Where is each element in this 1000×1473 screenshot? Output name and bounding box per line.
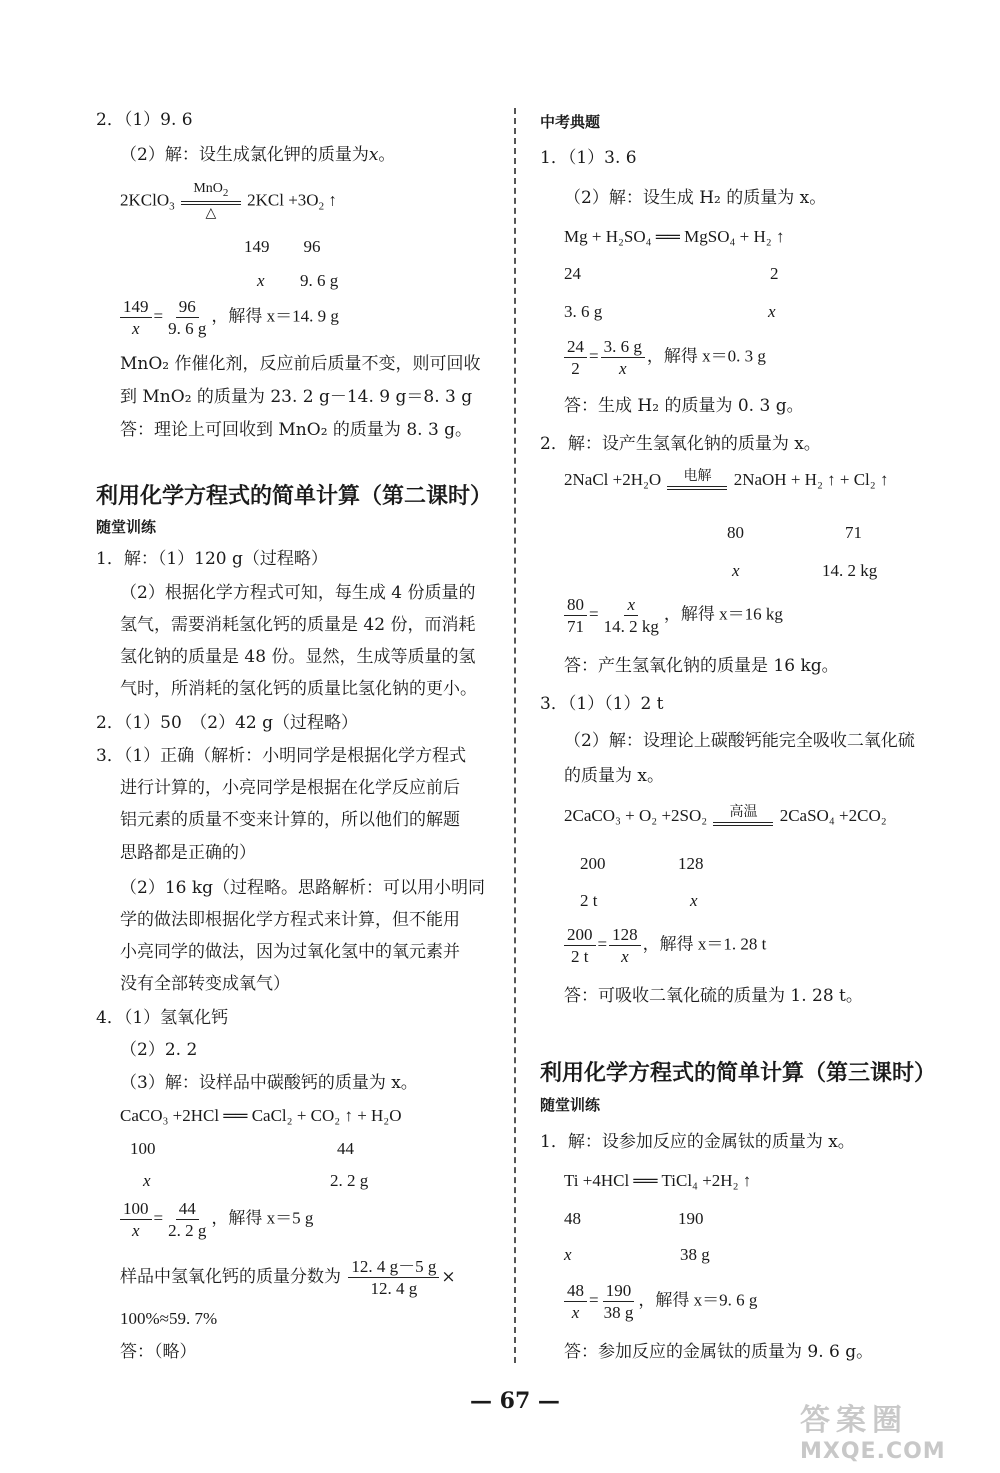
text-line: 氢气，需要消耗氢化钙的质量是 42 份，而消耗 — [120, 615, 476, 635]
q4-line: 4．（1）氢氧化钙 — [96, 1008, 229, 1028]
q1-line: 1．（1）3. 6 — [540, 148, 637, 168]
answer-line: 答：生成 H₂ 的质量为 0. 3 g。 — [564, 396, 804, 416]
text-line: 的质量为 x。 — [564, 766, 664, 786]
q2-part1: 2．（1）9. 6 — [96, 110, 193, 130]
ratio-b: 44 — [337, 1139, 354, 1158]
watermark-text: 答案圈 — [800, 1403, 908, 1438]
text-line: （3）解：设样品中碳酸钙的质量为 x。 — [120, 1073, 418, 1093]
value-x: x — [690, 891, 698, 910]
mass-fraction: 样品中氢氧化钙的质量分数为 $\frac{12. 4 g-5 g}{12. 4 g}$ × — [120, 1257, 456, 1298]
ratio-b: 71 — [845, 523, 862, 542]
value-x: x — [732, 561, 740, 580]
text-line: （2）根据化学方程式可知，每生成 4 份质量的 — [120, 583, 476, 603]
text-line: （2）16 kg（过程略。思路解析：可以用小明同 — [120, 878, 486, 898]
ratio-b: 2 — [770, 264, 779, 283]
text-line: 学的做法即根据化学方程式来计算，但不能用 — [120, 910, 460, 930]
page-number: — 67 — — [470, 1388, 560, 1414]
value-row-x: x — [257, 271, 265, 290]
percent-result: 100%≈59. 7% — [120, 1309, 218, 1328]
text-line: 铝元素的质量不变来计算的，所以他们的解题 — [120, 810, 460, 830]
text-line: 氢化钠的质量是 48 份。显然，生成等质量的氢 — [120, 647, 476, 667]
equation-nacl: 2NaCl +2H₂O 电解 2NaOH + H₂ ↑ + Cl₂ ↑ — [564, 469, 889, 489]
watermark-logo — [800, 1395, 990, 1465]
q2-line: 2．（1）50 （2）42 g（过程略） — [96, 713, 358, 733]
ratio-row: 149 96 — [244, 237, 321, 256]
ratio-a: 80 — [727, 523, 744, 542]
text-line: （2）解：设理论上碳酸钙能完全吸收二氧化硫 — [564, 731, 915, 751]
section-subtitle: 随堂训练 — [96, 518, 157, 536]
value-mass: 14. 2 kg — [822, 561, 878, 580]
ratio-a: 100 — [130, 1139, 156, 1158]
answer-line: 答：（略） — [120, 1342, 197, 1362]
ratio-b: 190 — [678, 1209, 704, 1228]
proportion-2: $\frac{100}{x}$ = $\frac{44}{2. 2 g}$ ，解得 x＝5 g — [118, 1200, 313, 1239]
ratio-b: 128 — [678, 854, 704, 873]
ratio-a: 200 — [580, 854, 606, 873]
section-subtitle: 随堂训练 — [540, 1096, 601, 1114]
text-line: 小亮同学的做法，因为过氧化氢中的氧元素并 — [120, 942, 460, 962]
equation-caco3: CaCO₃ +2HCl ══ CaCl₂ + CO₂ ↑ + H₂O — [120, 1106, 402, 1125]
value-mass: 38 g — [680, 1245, 710, 1264]
value-x: x — [564, 1245, 572, 1264]
text-line: 思路都是正确的） — [120, 843, 256, 863]
text-line: （2）2. 2 — [120, 1040, 198, 1060]
proportion-5: $\frac{200}{2 t}$ = $\frac{128}{x}$ ，解得 x＝1. 28 t — [562, 926, 766, 965]
text-line: 气时，所消耗的氢化钙的质量比氢化钠的更小。 — [120, 679, 477, 699]
equation-mg: Mg + H₂SO₄ ══ MgSO₄ + H₂ ↑ — [564, 227, 785, 246]
equation-caco3-so2: 2CaCO₃ + O₂ +2SO₂ 高温 2CaSO₄ +2CO₂ — [564, 805, 887, 825]
text-line: （2）解：设生成 H₂ 的质量为 x。 — [564, 188, 827, 208]
text-line: 没有全部转变成氧气） — [120, 974, 290, 994]
text-line: 进行计算的，小亮同学是根据在化学反应前后 — [120, 778, 460, 798]
text-line: 到 MnO₂ 的质量为 23. 2 g－14. 9 g＝8. 3 g — [120, 387, 473, 407]
q3-line: 3．（1）正确（解析：小明同学是根据化学方程式 — [96, 746, 467, 766]
value-mass: 3. 6 g — [564, 302, 603, 321]
ratio-a: 24 — [564, 264, 581, 283]
equation-ti: Ti +4HCl ══ TiCl₄ +2H₂ ↑ — [564, 1171, 752, 1190]
value-mass: 2. 2 g — [330, 1171, 369, 1190]
section-title: 利用化学方程式的简单计算（第三课时） — [540, 1061, 937, 1086]
proportion-3: $\frac{24}{2}$ = $\frac{3. 6 g}{x}$ ，解得 x＝0. 3 g — [562, 338, 766, 377]
q3-line: 3．（1）（1）2 t — [540, 694, 664, 714]
section-subtitle: 中考典题 — [540, 113, 601, 131]
ratio-a: 48 — [564, 1209, 581, 1228]
value-mass: 2 t — [580, 891, 598, 910]
q1-line: 1．解：（1）120 g（过程略） — [96, 549, 328, 569]
proportion-6: $\frac{48}{x}$ = $\frac{190}{38 g}$ ，解得 x＝9. 6 g — [562, 1282, 757, 1321]
answer-line: 答：理论上可回收到 MnO₂ 的质量为 8. 3 g。 — [120, 420, 473, 440]
answer-line: 答：可吸收二氧化硫的质量为 1. 28 t。 — [564, 986, 863, 1006]
q1-line: 1．解：设参加反应的金属钛的质量为 x。 — [540, 1132, 855, 1152]
value-x: x — [143, 1171, 151, 1190]
column-divider — [514, 108, 516, 1363]
value-row-mass: 9. 6 g — [300, 271, 339, 290]
proportion-4: $\frac{80}{71}$ = $\frac{x}{14. 2 kg}$ ，解得 x＝16 kg — [562, 596, 783, 635]
q2-line: 2．解：设产生氢氧化钠的质量为 x。 — [540, 434, 821, 454]
value-x: x — [768, 302, 776, 321]
section-title: 利用化学方程式的简单计算（第二课时） — [96, 484, 493, 509]
answer-line: 答：参加反应的金属钛的质量为 9. 6 g。 — [564, 1342, 874, 1362]
q2-part2: （2）解：设生成氯化钾的质量为x。 — [120, 145, 396, 165]
text-line: MnO₂ 作催化剂，反应前后质量不变，则可回收 — [120, 354, 481, 374]
answer-line: 答：产生氢氧化钠的质量是 16 kg。 — [564, 656, 839, 676]
proportion-1: $\frac{149}{x}$ = $\frac{96}{9. 6 g}$ ，解得 x＝14. 9 g — [118, 298, 339, 337]
equation-kclo3: 2KClO$_3$ MnO$_2$ △ $2KCl +3O_2$ ↑ — [120, 181, 337, 221]
watermark-url: MXQE.COM — [800, 1439, 946, 1464]
